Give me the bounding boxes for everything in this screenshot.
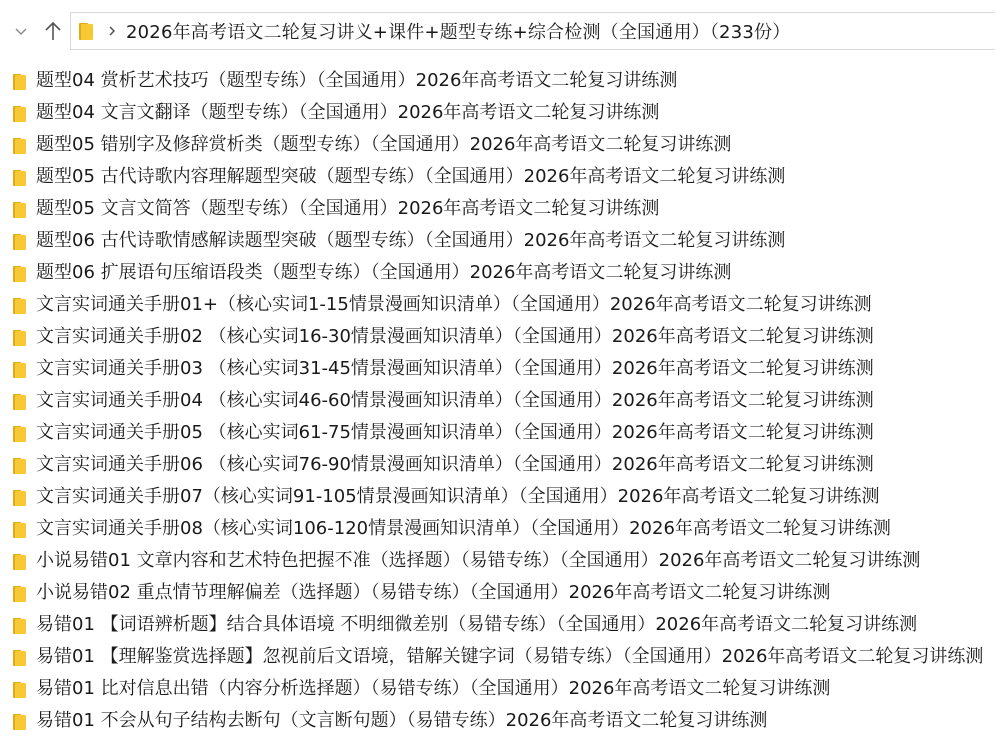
file-list-item[interactable] [0,513,999,545]
folder-icon [12,73,28,89]
address-bar[interactable] [70,12,995,50]
file-list-item[interactable] [0,641,999,673]
file-name: 易错01 【词语辨析题】结合具体语境 不明细微差别（易错专练）（全国通用）2026年高考语文二轮复习讲练测 [36,614,918,635]
folder-icon [12,681,28,697]
folder-icon [12,265,28,281]
file-name: 题型05 文言文简答（题型专练）（全国通用）2026年高考语文二轮复习讲练测 [36,198,660,219]
file-list-item[interactable] [0,609,999,641]
file-name: 文言实词通关手册02 （核心实词16-30情景漫画知识清单）（全国通用）2026年高考语文二轮复习讲练测 [36,326,874,347]
file-list [0,65,999,744]
file-list-item[interactable] [0,257,999,289]
folder-icon [12,169,28,185]
folder-icon [12,137,28,153]
address-bar-row [0,0,999,62]
file-list-item[interactable] [0,449,999,481]
folder-icon [12,521,28,537]
file-name: 文言实词通关手册08（核心实词106-120情景漫画知识清单）（全国通用）2026年高考语文二轮复习讲练测 [36,518,891,539]
arrow-up-icon [43,20,63,42]
recent-locations-button[interactable] [8,16,34,46]
folder-icon [12,457,28,473]
folder-icon [12,393,28,409]
file-name: 题型05 错别字及修辞赏析类（题型专练）（全国通用）2026年高考语文二轮复习讲练测 [36,134,732,155]
file-name: 题型06 古代诗歌情感解读题型突破（题型专练）（全国通用）2026年高考语文二轮复习讲练测 [36,230,786,251]
file-list-item[interactable] [0,705,999,737]
chevron-right-icon[interactable] [106,24,118,38]
file-name: 易错01 不会从句子结构去断句（文言断句题）（易错专练）2026年高考语文二轮复习讲练测 [36,710,768,731]
folder-icon [12,585,28,601]
folder-icon [12,105,28,121]
folder-icon [12,649,28,665]
file-list-item[interactable] [0,481,999,513]
file-list-item[interactable] [0,129,999,161]
file-name: 易错01 比对信息出错（内容分析选择题）（易错专练）（全国通用）2026年高考语文二轮复习讲练测 [36,678,831,699]
folder-icon [12,617,28,633]
folder-icon [12,361,28,377]
file-name: 文言实词通关手册05 （核心实词61-75情景漫画知识清单）（全国通用）2026年高考语文二轮复习讲练测 [36,422,874,443]
file-list-item[interactable] [0,545,999,577]
folder-icon [12,297,28,313]
file-name: 易错01 【理解鉴赏选择题】忽视前后文语境，错解关键字词（易错专练）（全国通用）2026年高考语文二轮复习讲练测 [36,646,984,667]
file-list-item[interactable] [0,65,999,97]
file-name: 文言实词通关手册04 （核心实词46-60情景漫画知识清单）（全国通用）2026年高考语文二轮复习讲练测 [36,390,874,411]
file-list-item[interactable] [0,417,999,449]
file-list-item[interactable] [0,193,999,225]
folder-icon [12,329,28,345]
folder-icon [12,713,28,729]
file-list-item[interactable] [0,577,999,609]
file-name: 小说易错01 文章内容和艺术特色把握不准（选择题）（易错专练）（全国通用）2026年高考语文二轮复习讲练测 [36,550,921,571]
file-list-item[interactable] [0,673,999,705]
file-list-item[interactable] [0,385,999,417]
folder-icon [12,233,28,249]
file-name: 题型04 文言文翻译（题型专练）（全国通用）2026年高考语文二轮复习讲练测 [36,102,660,123]
file-list-item[interactable] [0,97,999,129]
file-list-item[interactable] [0,321,999,353]
file-list-item[interactable] [0,289,999,321]
up-button[interactable] [40,16,66,46]
file-name: 题型06 扩展语句压缩语段类（题型专练）（全国通用）2026年高考语文二轮复习讲练测 [36,262,732,283]
file-list-item[interactable] [0,353,999,385]
folder-icon [12,489,28,505]
file-name: 文言实词通关手册06 （核心实词76-90情景漫画知识清单）（全国通用）2026年高考语文二轮复习讲练测 [36,454,874,475]
file-name: 文言实词通关手册01+（核心实词1-15情景漫画知识清单）（全国通用）2026年高考语文二轮复习讲练测 [36,294,872,315]
folder-icon [78,21,98,41]
file-name: 文言实词通关手册07（核心实词91-105情景漫画知识清单）（全国通用）2026年高考语文二轮复习讲练测 [36,486,880,507]
file-name: 题型05 古代诗歌内容理解题型突破（题型专练）（全国通用）2026年高考语文二轮复习讲练测 [36,166,786,187]
file-name: 小说易错02 重点情节理解偏差（选择题）（易错专练）（全国通用）2026年高考语文二轮复习讲练测 [36,582,831,603]
folder-icon [12,425,28,441]
file-name: 题型04 赏析艺术技巧（题型专练）（全国通用）2026年高考语文二轮复习讲练测 [36,70,678,91]
breadcrumb-current-folder[interactable]: 2026年高考语文二轮复习讲义+课件+题型专练+综合检测（全国通用）（233份） [126,22,791,43]
file-name: 文言实词通关手册03 （核心实词31-45情景漫画知识清单）（全国通用）2026年高考语文二轮复习讲练测 [36,358,874,379]
chevron-down-icon [14,24,28,38]
file-list-item[interactable] [0,225,999,257]
folder-icon [12,553,28,569]
folder-icon [12,201,28,217]
file-list-item[interactable] [0,161,999,193]
